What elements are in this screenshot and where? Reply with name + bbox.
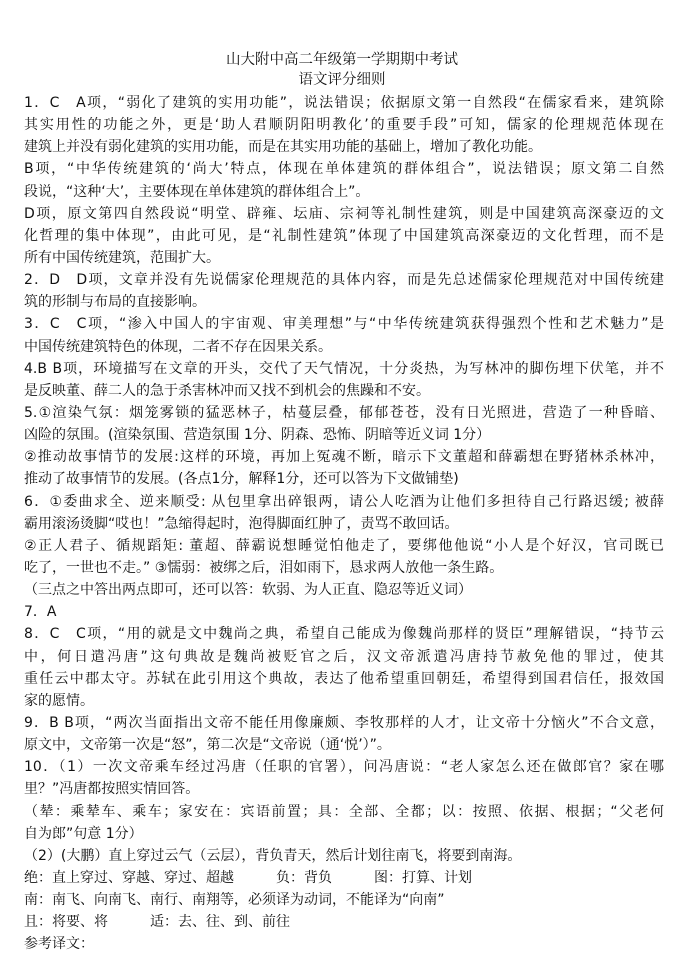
text-line: 中，何日遣冯唐”这句典故是魏尚被贬官之后，汉文帝派遣冯唐持节赦免他的罪过，使其 bbox=[24, 648, 664, 665]
text-line: 吃了，一世也不走。” ③懦弱：被绑之后，泪如雨下，恳求两人放他一条生路。 bbox=[24, 559, 504, 576]
text-line: 重任云中郡太守。苏轼在此引用这个典故，表达了他希望重回朝廷，希望得到国君信任，报效国 bbox=[24, 670, 664, 687]
text-line: 里？”冯唐都按照实情回答。 bbox=[24, 781, 200, 798]
text-line: 中国传统建筑特色的体现，二者不存在因果关系。 bbox=[24, 338, 332, 355]
text-line: 建筑上并没有弱化建筑的实用功能，而是在其实用功能的基础上，增加了教化功能。 bbox=[24, 139, 542, 156]
text-line: 南：南飞、向南飞、南行、南翔等，必须译为动词，不能译为“向南” bbox=[24, 892, 445, 909]
text-line: 原文中，文帝第一次是“怒”，第二次是“文帝说（通‘悦’）”。 bbox=[24, 737, 391, 754]
text-line: 家的愿情。 bbox=[24, 692, 94, 709]
text-line: 凶险的氛围。(渲染氛围、营造氛围 1分、阴森、恐怖、阴暗等近义词 1分） bbox=[24, 427, 491, 444]
text-line: 绝：直上穿过、穿越、穿过、超越 负：背负 图：打算、计划 bbox=[24, 869, 472, 886]
page-title: 山大附中高二年级第一学期期中考试 bbox=[226, 52, 458, 68]
text-line: 段说，“这种‘大’，主要体现在单体建筑的群体组合上”。 bbox=[24, 183, 370, 200]
text-line: 1．C A项，“弱化了建筑的实用功能”，说法错误；依据原文第一自然段“在儒家看来，建筑除 bbox=[24, 95, 664, 111]
text-line: 5.①渲染气氛：烟笼雾锁的猛恶林子，枯蔓层叠，郁郁苍苍，没有日光照进，营造了一种昏暗、 bbox=[24, 404, 664, 421]
text-line: 8．C C项，“用的就是文中魏尚之典，希望自己能成为像魏尚那样的贤臣”理解错误，“持节云 bbox=[24, 626, 664, 643]
text-line: 6．①委曲求全、逆来顺受: 从包里拿出碎银两，请公人吃酒为让他们多担待自己行路迟缓; 被薛 bbox=[24, 493, 664, 510]
text-line: 推动了故事情节的发展。(各点1分，解释1分，还可以答为下文做铺垫) bbox=[24, 471, 459, 488]
text-line: （2）(大鹏）直上穿过云气（云层），背负青天，然后计划往南飞，将要到南海。 bbox=[24, 847, 522, 864]
text-line: （辇：乘辇车、乘车；家安在：宾语前置；具：全部、全都；以：按照、依据、根据；“父老何 bbox=[24, 803, 664, 820]
text-line: （三点之中答出两点即可，还可以答：软弱、为人正直、隐忍等近义词） bbox=[24, 582, 472, 599]
text-line: 其实用性的功能之外，更是‘助人君顺阴阳明教化’的重要手段”可知，儒家的伦理规范体现在 bbox=[24, 117, 664, 134]
text-line: 4.B B项，环境描写在文章的开头，交代了天气情况，十分炎热，为写林冲的脚伤埋下伏笔，并不 bbox=[24, 360, 664, 377]
text-line: 化哲理的集中体现”，由此可见，是“礼制性建筑”体现了中国建筑高深豪迈的文化哲理，而不是 bbox=[24, 227, 664, 244]
text-line: 10．（1）一次文帝乘车经过冯唐（任职的官署），问冯唐说：“老人家怎么还在做郎官？家在哪 bbox=[24, 759, 664, 776]
text-line: 且：将要、将 适：去、往、到、前往 bbox=[24, 914, 290, 931]
text-line: 所有中国传统建筑，范围扩大。 bbox=[24, 249, 220, 266]
text-line: 筑的形制与布局的直接影响。 bbox=[24, 294, 206, 311]
text-line: 7．A bbox=[24, 604, 57, 621]
text-line: ②推动故事情节的发展:这样的环境，再加上冤魂不断，暗示下文董超和薛霸想在野猪林杀林冲， bbox=[24, 449, 664, 466]
text-line: ②正人君子、循规蹈矩: 董超、薛霸说想睡觉怕他走了，要绑他他说“小人是个好汉，官司既已 bbox=[24, 537, 664, 554]
text-line: 是反映董、薛二人的急于杀害林冲而又找不到机会的焦躁和不安。 bbox=[24, 382, 430, 399]
text-line: 2．D D项，文章并没有先说儒家伦理规范的具体内容，而是先总述儒家伦理规范对中国传统建 bbox=[24, 272, 664, 289]
page-subtitle: 语文评分细则 bbox=[298, 72, 386, 88]
text-line: 3．C C项，“渗入中国人的宇宙观、审美理想”与“中华传统建筑获得强烈个性和艺术魅力”是 bbox=[24, 316, 664, 333]
text-line: B项，“中华传统建筑的‘尚大’特点，体现在单体建筑的群体组合”，说法错误；原文第二自然 bbox=[24, 161, 664, 178]
text-line: 霸用滚汤烫脚“哎也！”急缩得起时，泡得脚面红肿了，责骂不敢回话。 bbox=[24, 515, 459, 532]
text-line: D项，原文第四自然段说“明堂、辟雍、坛庙、宗祠等礼制性建筑，则是中国建筑高深豪迈的文 bbox=[24, 205, 664, 222]
text-line: 9．B B项，“两次当面指出文帝不能任用像廉颇、李牧那样的人才，让文帝十分恼火”不合文意， bbox=[24, 714, 664, 731]
document-body bbox=[24, 92, 664, 955]
text-line: 自为郎”句意 1分） bbox=[24, 825, 143, 842]
text-line: 参考译文： bbox=[24, 936, 94, 953]
